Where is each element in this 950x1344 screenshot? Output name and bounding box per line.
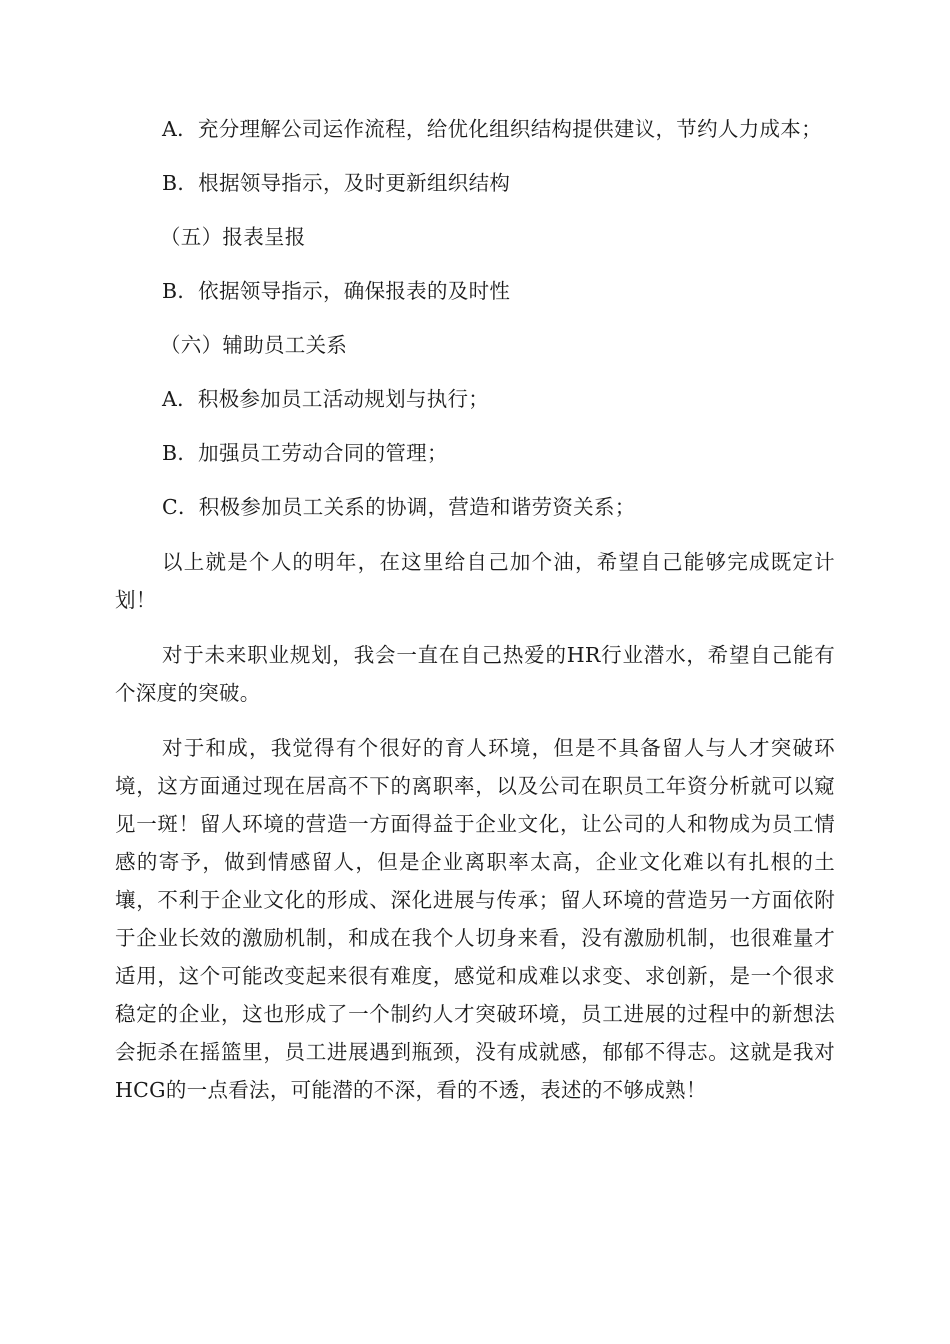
paragraph-item-a-activities: A．积极参加员工活动规划与执行； [162, 387, 490, 411]
document-body [115, 110, 835, 1109]
section-heading-employee-relations: （六）辅助员工关系 [160, 333, 348, 357]
paragraph-item-b-contracts: B．加强员工劳动合同的管理； [162, 441, 448, 465]
paragraph-career-plan: 对于未来职业规划，我会一直在自己热爱的HR行业潜水，希望自己能有个深度的突破。 [115, 643, 835, 705]
section-heading-reports: （五）报表呈报 [160, 225, 306, 249]
paragraph-item-c-relations: C．积极参加员工关系的协调，营造和谐劳资关系； [162, 495, 636, 519]
paragraph-next-year-plan: 以上就是个人的明年，在这里给自己加个油，希望自己能够完成既定计划！ [115, 550, 835, 612]
paragraph-item-a-organization: A．充分理解公司运作流程，给优化组织结构提供建议，节约人力成本； [162, 117, 822, 141]
paragraph-item-b-reports: B．依据领导指示，确保报表的及时性 [162, 279, 511, 303]
paragraph-item-b-update-structure: B．根据领导指示，及时更新组织结构 [162, 171, 511, 195]
paragraph-company-opinion: 对于和成，我觉得有个很好的育人环境，但是不具备留人与人才突破环境，这方面通过现在居高不下的离职率，以及公司在职员工年资分析就可以窥见一斑！留人环境的营造一方面得益于企业文化，让公司的人和物成为员工情感的寄予，做到情感留人，但是企业离职率太高，企业文化难以有扎根的土壤，不利于企业文化的形成、深化进展与传承；留人环境的营造另一方面依附于企业长效的激励机制，和成在我个人切身来看，没有激励机制，也很难量才适用，这个可能改变起来很有难度，感觉和成难以求变、求创新，是一个很求稳定的企业，这也形成了一个制约人才突破环境，员工进展的过程中的新想法会扼杀在摇篮里，员工进展遇到瓶颈，没有成就感，郁郁不得志。这就是我对HCG的一点看法，可能潜的不深，看的不透，表述的不够成熟！ [115, 736, 835, 1102]
